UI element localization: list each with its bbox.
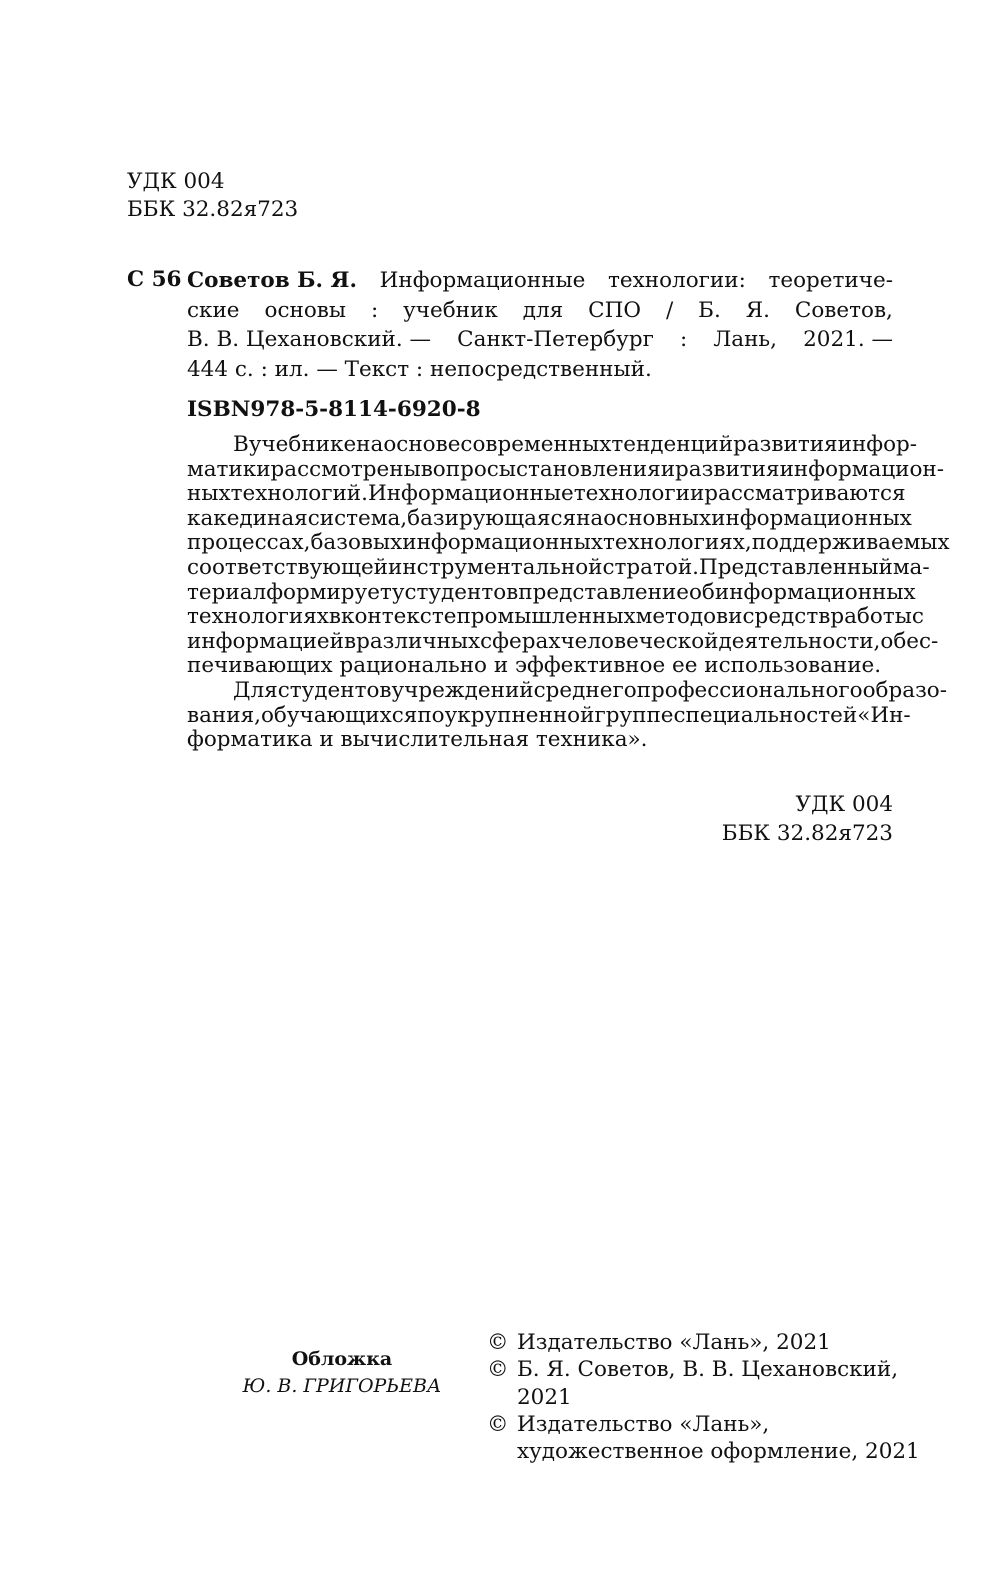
annotation-word: представление: [518, 579, 689, 605]
annotation-word: деятельности,: [718, 628, 881, 654]
annotation-line: [187, 579, 916, 606]
classification-bottom: [722, 790, 893, 848]
biblio-word: для: [522, 297, 564, 323]
annotation-line: [187, 728, 893, 753]
annotation-word: средств: [742, 604, 831, 630]
annotation-word: стратой.: [602, 554, 699, 580]
biblio-word: Санкт-Петербург: [457, 327, 654, 352]
annotation-word: ма-: [892, 554, 930, 580]
annotation-word: информационных: [714, 579, 916, 605]
biblio-word: технологии:: [608, 268, 746, 293]
annotation-word: процессах,: [187, 530, 311, 556]
copyright-entry: [487, 1329, 920, 1356]
biblio-word: ские: [187, 297, 240, 323]
copyright-symbol: ©: [487, 1411, 509, 1437]
annotation-word: вания,: [187, 702, 261, 728]
annotation-line: [187, 456, 945, 483]
copyright-text: 2021: [517, 1384, 572, 1410]
annotation-word: В: [233, 432, 249, 457]
udk-code: УДК 004: [795, 792, 893, 817]
annotation-line: [187, 702, 911, 729]
biblio-line: [187, 325, 893, 355]
biblio-word: учебник: [403, 297, 498, 323]
annotation-word: с: [911, 604, 924, 630]
copyright-text: Издательство «Лань», 2021: [517, 1330, 831, 1355]
annotation-word: профессионального: [636, 677, 863, 703]
annotation-word: методов: [635, 604, 729, 630]
annotation-word: система,: [307, 505, 408, 531]
annotation-word: укрупненной: [444, 702, 595, 728]
biblio-line: [187, 266, 893, 296]
copyright-block: [487, 1329, 920, 1465]
annotation-word: Для: [233, 677, 278, 703]
annotation-line: [187, 530, 950, 556]
annotation-word: у: [391, 579, 405, 605]
udk-code: УДК 004: [127, 169, 225, 194]
annotation-word: студентов: [277, 677, 392, 703]
annotation-word: контексте: [341, 604, 457, 630]
classification-top: [127, 168, 298, 224]
annotation-word: инфор-: [837, 432, 918, 457]
annotation-word: технологиях,: [602, 530, 752, 556]
biblio-word: Советов,: [794, 297, 893, 323]
annotation-word: базирующаяся: [407, 505, 577, 531]
biblio-word: :: [370, 297, 379, 323]
annotation-word: в: [328, 604, 342, 630]
copyright-symbol: ©: [487, 1357, 509, 1383]
author-name: Советов Б. Я.: [187, 268, 357, 293]
biblio-word: :: [679, 327, 688, 352]
annotation-line: [187, 604, 924, 630]
annotation-word: «Ин-: [857, 702, 911, 728]
bbk-code: ББК 32.82я723: [721, 821, 893, 846]
annotation-word: современных: [460, 432, 612, 457]
annotation-line: [187, 628, 939, 655]
annotation-word: учебнике: [248, 432, 357, 457]
annotation-word: в: [343, 628, 357, 654]
annotation-word: рассматриваются: [704, 481, 906, 507]
annotation-word: сферах: [480, 628, 561, 654]
annotation-word: Информационные: [367, 481, 574, 507]
annotation-word: тенденций: [611, 432, 734, 457]
biblio-word: 444 с. : ил. — Текст : непосредственный.: [187, 356, 652, 382]
annotation-word: на: [576, 505, 604, 531]
annotation-line: [187, 432, 918, 458]
biblio-word: Я.: [745, 297, 770, 323]
annotation-line: [187, 677, 948, 704]
annotation-word: информацион-: [779, 456, 945, 482]
author-sign: С 56: [127, 267, 182, 292]
biblio-word: Б.: [698, 297, 721, 323]
copyright-text: Издательство «Лань»,: [517, 1411, 770, 1437]
cover-credit: [230, 1346, 454, 1400]
annotation-word: технологии: [573, 481, 705, 507]
annotation-word: специальностей: [673, 702, 858, 728]
annotation-word: человеческой: [560, 628, 719, 654]
biblio-line: [187, 355, 893, 385]
annotation-word: работы: [830, 604, 912, 630]
annotation: [187, 432, 950, 753]
annotation-word: инструментальной: [388, 554, 603, 580]
annotation-word: становления: [515, 456, 661, 482]
biblio-word: /: [665, 297, 674, 323]
annotation-word: основе: [383, 432, 461, 457]
annotation-word: образо-: [862, 677, 948, 703]
cover-artist: Ю. В. ГРИГОРЬЕВА: [242, 1375, 442, 1397]
annotation-word: информационных: [711, 505, 912, 531]
bibliographic-record: [187, 266, 893, 384]
annotation-word: технологиях: [187, 604, 329, 630]
cover-label: Обложка: [291, 1348, 393, 1370]
annotation-word: развития: [675, 456, 780, 482]
annotation-word: и: [660, 456, 676, 482]
bbk-code: ББК 32.82я723: [127, 197, 299, 222]
annotation-line: [187, 654, 893, 679]
copyright-text: художественное оформление, 2021: [517, 1439, 920, 1465]
annotation-word: информацией: [187, 628, 344, 654]
isbn: ISBN978-5-8114-6920-8: [187, 397, 481, 422]
annotation-word: обес-: [880, 628, 939, 654]
annotation-word: териал: [187, 579, 267, 605]
biblio-word: СПО: [588, 297, 641, 323]
annotation-word: студентов: [404, 579, 519, 605]
annotation-line: [187, 554, 930, 581]
biblio-word: Лань,: [713, 327, 777, 352]
annotation-word: об: [688, 579, 715, 605]
copyright-entry: [487, 1356, 920, 1383]
annotation-word: информационных: [402, 530, 603, 556]
annotation-word: базовых: [310, 530, 403, 556]
annotation-word: матики: [187, 456, 271, 482]
annotation-word: форматика и вычислительная техника».: [187, 727, 648, 753]
annotation-word: технологий.: [230, 481, 368, 507]
annotation-word: формирует: [266, 579, 392, 605]
annotation-word: промышленных: [456, 604, 636, 630]
biblio-word: основы: [264, 297, 346, 323]
copyright-symbol: ©: [487, 1330, 509, 1355]
annotation-line: [187, 481, 906, 507]
annotation-word: Представленный: [699, 554, 893, 580]
annotation-word: развития: [733, 432, 838, 457]
biblio-word: теоретиче-: [768, 268, 893, 293]
annotation-word: поддерживаемых: [751, 530, 950, 556]
biblio-word: 2021. —: [803, 327, 893, 352]
annotation-word: среднего: [533, 677, 637, 703]
annotation-word: рассмотрены: [270, 456, 421, 482]
annotation-word: на: [356, 432, 384, 457]
annotation-word: вопросы: [420, 456, 516, 482]
annotation-word: единая: [226, 505, 308, 531]
annotation-word: печивающих рационально и эффективное ее использование.: [187, 653, 882, 679]
annotation-word: обучающихся: [260, 702, 418, 728]
annotation-word: как: [187, 505, 227, 531]
annotation-word: соответствующей: [187, 554, 388, 580]
biblio-word: Информационные: [379, 268, 586, 293]
copyright-entry: [487, 1411, 920, 1438]
biblio-word: В. В. Цехановский. —: [187, 327, 432, 352]
annotation-word: и: [728, 604, 743, 630]
biblio-line: [187, 296, 893, 326]
annotation-line: [187, 505, 912, 532]
annotation-word: различных: [356, 628, 481, 654]
annotation-word: учреждений: [391, 677, 534, 703]
annotation-word: основных: [603, 505, 712, 531]
copyright-text: Б. Я. Советов, В. В. Цехановский,: [517, 1357, 899, 1383]
annotation-word: по: [417, 702, 445, 728]
annotation-word: группе: [594, 702, 674, 728]
annotation-word: ных: [187, 481, 231, 507]
